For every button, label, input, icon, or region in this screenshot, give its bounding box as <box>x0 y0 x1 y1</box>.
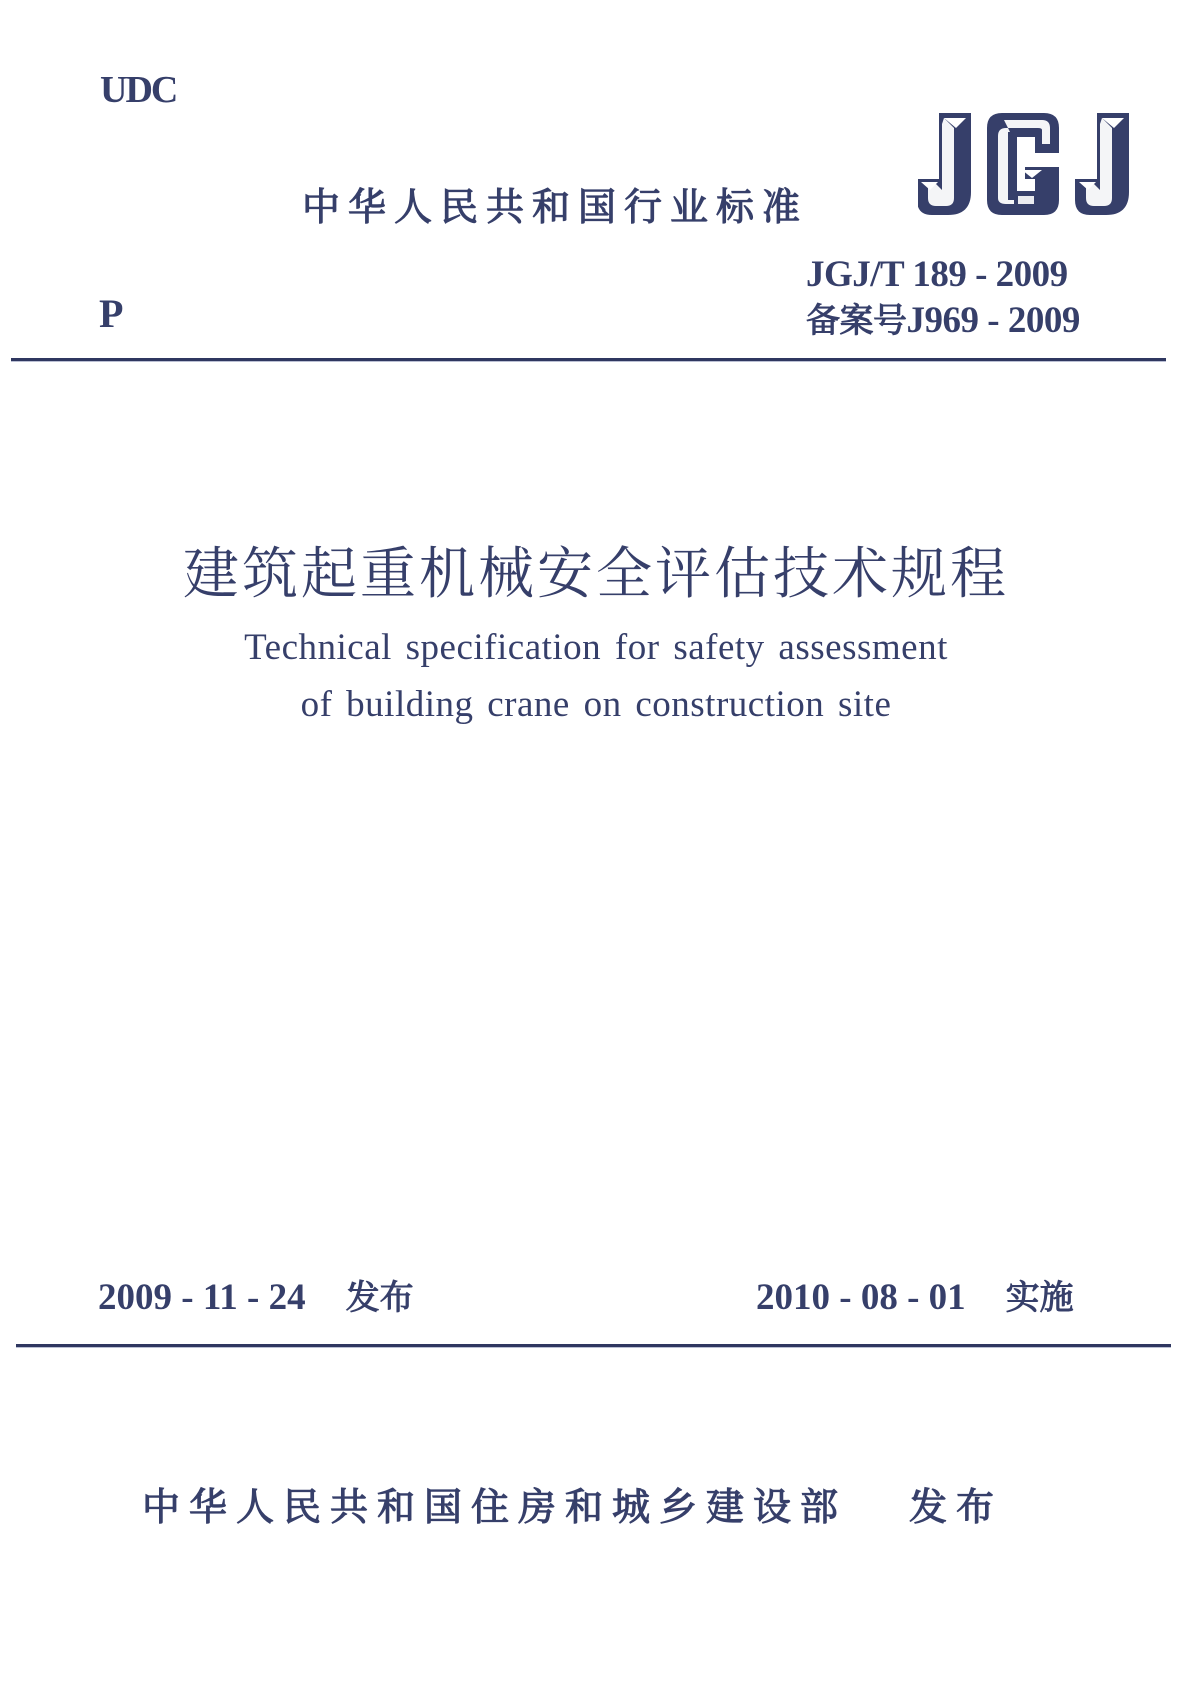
issue-label: 发布 <box>345 1278 414 1318</box>
title-english-line-1: Technical specification for safety assessment <box>244 627 948 668</box>
issue-date-block <box>98 1270 414 1319</box>
standard-code-block <box>806 252 1080 344</box>
top-divider <box>11 358 1166 361</box>
title-english-line-2: of building crane on construction site <box>300 684 892 725</box>
record-prefix: 备案号 <box>806 301 907 341</box>
issue-date: 2009 - 11 - 24 <box>98 1277 306 1318</box>
jgj-logo-icon <box>918 112 1130 217</box>
publisher-line <box>142 1476 1003 1531</box>
industry-standard-heading: 中华人民共和国行业标准 <box>302 185 809 229</box>
record-number-line <box>806 298 1080 344</box>
implementation-date-block <box>756 1270 1074 1319</box>
bottom-divider <box>16 1344 1171 1347</box>
implementation-date: 2010 - 08 - 01 <box>756 1277 966 1318</box>
standard-number: JGJ/T 189 - 2009 <box>806 254 1068 295</box>
classification-label: P <box>99 291 124 336</box>
record-number: J969 - 2009 <box>906 300 1080 341</box>
implementation-label: 实施 <box>1005 1278 1074 1318</box>
title-chinese: 建筑起重机械安全评估技术规程 <box>183 542 1009 607</box>
publisher-label: 发布 <box>909 1485 1004 1529</box>
udc-label: UDC <box>100 69 177 111</box>
publisher-name: 中华人民共和国住房和城乡建设部 <box>142 1485 848 1529</box>
